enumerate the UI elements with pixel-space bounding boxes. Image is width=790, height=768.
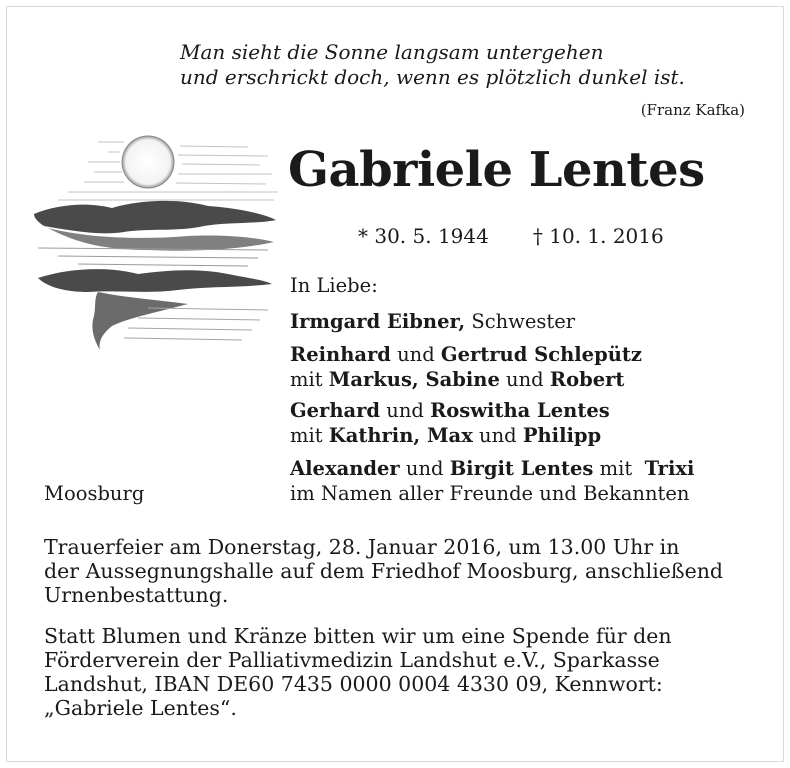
mourner-line — [290, 367, 624, 392]
quote-line-2: und erschrickt doch, wenn es plötzlich dunkel ist. — [180, 65, 685, 89]
quote-line-1: Man sieht die Sonne langsam untergehen — [180, 40, 604, 64]
mourners-intro: In Liebe: — [290, 274, 378, 297]
mourner-text: und — [380, 399, 431, 422]
mourner-name: Birgit Lentes — [449, 457, 594, 480]
mourner-name: Reinhard — [290, 343, 391, 366]
mourner-line — [290, 423, 601, 448]
mourner-name: Gertrud Schlepütz — [440, 343, 642, 366]
mourner-name: Irmgard Eibner, — [290, 310, 466, 333]
mourner-name: Alexander — [290, 457, 400, 480]
mourner-text: und — [399, 457, 450, 480]
sun-shape — [122, 136, 174, 188]
donation-line: „Gabriele Lentes“. — [44, 696, 237, 720]
mourner-text: Schwester — [465, 310, 576, 333]
mourner-line — [290, 398, 610, 423]
mourner-text: und — [472, 424, 523, 447]
mourner-name: Kathrin, Max — [328, 424, 473, 447]
funeral-line: Urnenbestattung. — [44, 583, 229, 607]
funeral-info — [44, 535, 746, 607]
funeral-line: Trauerfeier am Donerstag, 28. Januar 2016, um 13.00 Uhr in — [44, 535, 680, 559]
sunset-illustration — [28, 128, 280, 360]
mourner-name: Philipp — [522, 424, 602, 447]
mourners-closing: im Namen aller Freunde und Bekannten — [290, 482, 690, 505]
mourner-line — [290, 456, 694, 481]
mourner-text: und — [390, 343, 441, 366]
life-dates — [358, 224, 664, 248]
funeral-line: der Aussegnungshalle auf dem Friedhof Moosburg, anschließend — [44, 559, 724, 583]
kafka-quote — [180, 40, 745, 90]
mourner-text: mit — [290, 368, 329, 391]
donation-line: Landshut, IBAN DE60 7435 0000 0004 4330 09, Kennwort: — [44, 672, 663, 696]
place-name: Moosburg — [44, 482, 145, 505]
mourner-text: und — [499, 368, 550, 391]
mourner-line — [290, 342, 642, 367]
deceased-name: Gabriele Lentes — [288, 142, 705, 198]
donation-info — [44, 624, 746, 720]
donation-line: Statt Blumen und Kränze bitten wir um eine Spende für den — [44, 624, 672, 648]
mourner-line — [290, 309, 575, 334]
mourner-text: mit — [290, 424, 329, 447]
mourner-name: Markus, Sabine — [328, 368, 500, 391]
quote-source: (Franz Kafka) — [640, 101, 745, 119]
death-date: † 10. 1. 2016 — [532, 224, 664, 248]
birth-date: * 30. 5. 1944 — [358, 224, 489, 248]
mourner-name: Roswitha Lentes — [430, 399, 610, 422]
mourner-text: mit — [593, 457, 645, 480]
mourner-name: Robert — [549, 368, 625, 391]
donation-line: Förderverein der Palliativmedizin Landshut e.V., Sparkasse — [44, 648, 660, 672]
mourner-name: Trixi — [644, 457, 695, 480]
mourner-name: Gerhard — [290, 399, 381, 422]
